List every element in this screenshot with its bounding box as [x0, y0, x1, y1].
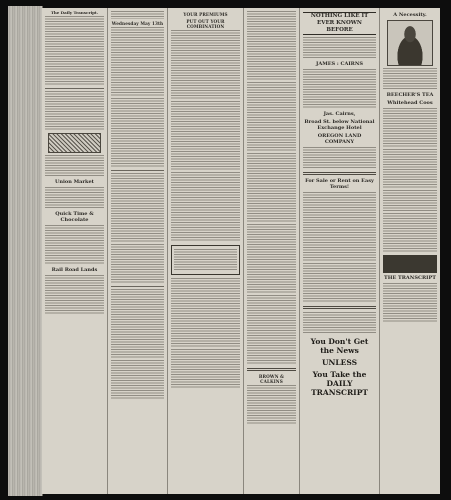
- premiums-heading: YOUR PREMIUMS: [183, 12, 228, 17]
- newspaper-page: [42, 8, 440, 494]
- ad-chocolate: Quick Time & Chocolate: [55, 211, 94, 223]
- necessity-ad: A Necessity.: [393, 12, 427, 18]
- text-block: [247, 82, 296, 152]
- text-block: [383, 108, 437, 148]
- text-block: [303, 69, 376, 109]
- news-ad-line-2: UNLESS: [321, 358, 358, 367]
- text-block: [171, 172, 240, 242]
- top-banner-ad: NOTHING LIKE IT EVER KNOWN BEFORE: [303, 12, 376, 35]
- text-block: [383, 190, 437, 212]
- ad-union-market: Union Market: [55, 179, 94, 185]
- text-block: [111, 289, 164, 359]
- text-block: [111, 11, 164, 19]
- text-block: [383, 283, 437, 323]
- text-block: [247, 11, 296, 81]
- text-block: [45, 225, 104, 265]
- transcript-heading: THE TRANSCRIPT: [384, 275, 436, 281]
- divider: [45, 88, 104, 89]
- date-line: Wednesday May 13th: [111, 21, 164, 26]
- divider: [303, 306, 376, 309]
- transcript-banner: [383, 255, 437, 273]
- text-block: [171, 30, 240, 100]
- ad-railroad-lands: Rail Road Lands: [51, 267, 98, 273]
- cairns-ad: JAMES : CAIRNS: [315, 61, 364, 67]
- ad-box: [171, 245, 240, 275]
- column-5: [300, 8, 380, 494]
- divider: [111, 170, 164, 171]
- text-block: [45, 155, 104, 177]
- text-block: [111, 360, 164, 400]
- text-block: [111, 244, 164, 284]
- book-binding-edge: [8, 6, 43, 496]
- text-block: [247, 153, 296, 223]
- divider: [303, 172, 376, 175]
- text-block: [45, 187, 104, 209]
- text-block: [303, 192, 376, 262]
- column-6: [380, 8, 440, 494]
- text-block: [247, 224, 296, 294]
- column-4: [244, 8, 300, 494]
- text-block: [247, 295, 296, 365]
- text-block: [383, 213, 437, 253]
- portrait-illustration: [387, 20, 433, 66]
- text-block: [45, 91, 104, 131]
- news-ad-line-1: You Don't Get the News: [310, 337, 369, 355]
- text-block: [383, 149, 437, 189]
- text-block: [45, 275, 104, 315]
- combination-heading: PUT OUT YOUR COMBINATION: [186, 19, 225, 29]
- divider: [247, 368, 296, 371]
- text-block: [174, 249, 237, 271]
- text-block: [111, 27, 164, 97]
- text-block: [247, 385, 296, 425]
- tea-ad: BEECHER'S TEA: [386, 92, 434, 98]
- bank-ad: Broad St. below National Exchange Hotel: [304, 119, 375, 131]
- text-block: [303, 263, 376, 303]
- column-3: [168, 8, 244, 494]
- column-2: [108, 8, 168, 494]
- news-ad-line-3: You Take the DAILY TRANSCRIPT: [311, 370, 368, 397]
- land-company-ad: OREGON LAND COMPANY: [317, 133, 362, 145]
- text-block: [171, 278, 240, 348]
- masthead: The Daily Transcript.: [50, 10, 99, 15]
- column-1: [42, 8, 108, 494]
- divider: [111, 286, 164, 287]
- sale-ad: For Sale or Rent on Easy Terms!: [305, 178, 374, 190]
- text-block: [383, 68, 437, 90]
- text-block: [303, 37, 376, 59]
- text-block: [303, 312, 376, 334]
- text-block: [111, 98, 164, 168]
- tea-ad-sub: Whitehead Coos: [387, 100, 433, 106]
- text-block: [171, 101, 240, 171]
- cairns-ad-2: Jas. Cairns,: [323, 111, 356, 117]
- illustration: [48, 133, 101, 153]
- text-block: [111, 173, 164, 243]
- text-block: [303, 147, 376, 169]
- text-block: [45, 16, 104, 86]
- text-block: [171, 349, 240, 389]
- brown-calkins-heading: BROWN & CALKINS: [258, 374, 285, 384]
